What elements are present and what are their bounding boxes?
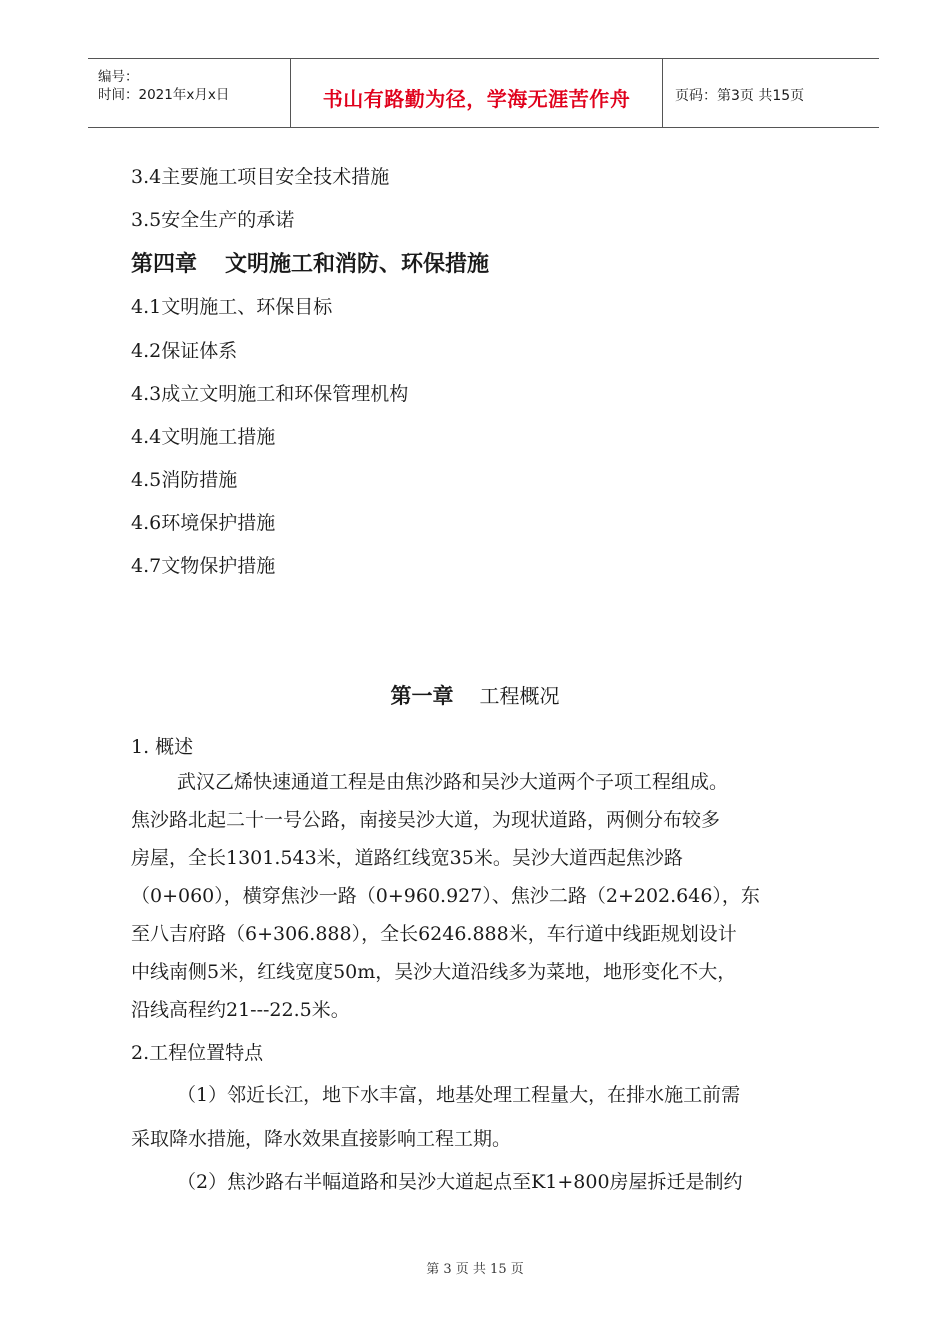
page-header	[88, 58, 879, 128]
paragraph-line: （2）焦沙路右半幅道路和吴沙大道起点至K1+800房屋拆迁是制约	[177, 1171, 743, 1193]
paragraph-line: 焦沙路北起二十一号公路，南接吴沙大道，为现状道路，两侧分布较多	[131, 809, 721, 831]
toc-item-4-7: 4.7文物保护措施	[131, 555, 276, 577]
toc-item-3-4: 3.4主要施工项目安全技术措施	[131, 166, 390, 188]
time-label: 时间：2021年x月x日	[98, 87, 230, 103]
paragraph-line: 武汉乙烯快速通道工程是由焦沙路和吴沙大道两个子项工程组成。	[177, 771, 729, 793]
section-heading-overview: 1. 概述	[131, 736, 194, 758]
paragraph-line: （1）邻近长江，地下水丰富，地基处理工程量大，在排水施工前需	[177, 1084, 741, 1106]
paragraph-line: 至八吉府路（6+306.888），全长6246.888米，车行道中线距规划设计	[131, 923, 737, 945]
toc-item-4-1: 4.1文明施工、环保目标	[131, 296, 333, 318]
paragraph-line: 房屋，全长1301.543米，道路红线宽35米。吴沙大道西起焦沙路	[131, 847, 683, 869]
page-number-label: 页码：第3页 共15页	[675, 88, 805, 104]
toc-item-4-3: 4.3成立文明施工和环保管理机构	[131, 383, 409, 405]
chapter-4-title: 文明施工和消防、环保措施	[225, 252, 490, 277]
section-heading-location: 2.工程位置特点	[131, 1042, 264, 1064]
header-motto-cell	[291, 59, 663, 127]
paragraph-line: 沿线高程约21---22.5米。	[131, 999, 350, 1021]
page-footer: 第 3 页 共 15 页	[426, 1262, 524, 1277]
paragraph-line: （0+060），横穿焦沙一路（0+960.927）、焦沙二路（2+202.646），东	[131, 885, 760, 907]
paragraph-line: 中线南侧5米，红线宽度50m，吴沙大道沿线多为菜地，地形变化不大，	[131, 961, 737, 983]
number-label: 编号：	[98, 69, 139, 85]
paragraph-line: 采取降水措施，降水效果直接影响工程工期。	[131, 1128, 512, 1150]
toc-item-3-5: 3.5安全生产的承诺	[131, 209, 295, 231]
chapter-1-title: 工程概况	[479, 684, 560, 708]
toc-item-4-6: 4.6环境保护措施	[131, 512, 276, 534]
toc-item-4-5: 4.5消防措施	[131, 469, 238, 491]
chapter-4-number: 第四章	[131, 252, 198, 277]
toc-item-4-4: 4.4文明施工措施	[131, 426, 276, 448]
toc-chapter-4	[131, 247, 489, 278]
chapter-1-heading	[0, 680, 950, 710]
chapter-1-number: 第一章	[390, 684, 454, 708]
header-meta-cell	[88, 59, 291, 127]
toc-item-4-2: 4.2保证体系	[131, 340, 238, 362]
motto-text: 书山有路勤为径，学海无涯苦作舟	[322, 87, 631, 111]
header-page-cell	[663, 59, 879, 127]
